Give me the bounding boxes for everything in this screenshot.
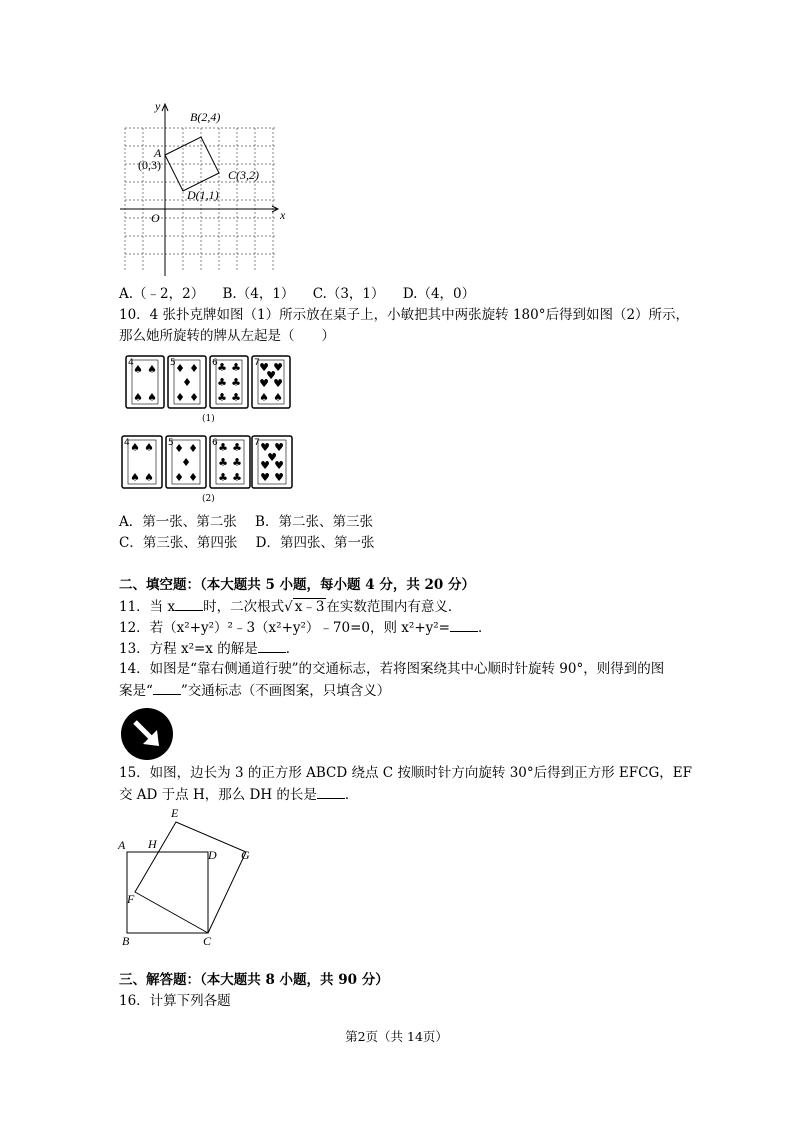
svg-text:♥: ♥: [259, 361, 269, 374]
q13: [119, 638, 299, 659]
fig2-card3-rank: 6: [212, 438, 218, 448]
q9-option-b[interactable]: B.（4，1）: [222, 286, 295, 302]
q11: [119, 596, 461, 617]
q10-options-row2: [119, 533, 388, 553]
keep-right-traffic-sign-icon: [119, 707, 175, 761]
svg-text:♠: ♠: [259, 391, 269, 404]
fig1-card2-rank: 5: [170, 358, 176, 368]
svg-text:♦: ♦: [175, 362, 185, 375]
q14-answer-blank[interactable]: [153, 680, 181, 695]
svg-text:♠: ♠: [144, 441, 154, 454]
q15-end: ．: [344, 787, 359, 803]
q15-line2: [119, 784, 358, 805]
fig1-card3-rank: 6: [212, 358, 218, 368]
svg-text:♥: ♥: [273, 361, 283, 374]
q15-label-d: D: [208, 848, 217, 862]
q13-text: 13．方程 x²=x 的解是: [119, 641, 258, 657]
q10-figure-2: [120, 434, 296, 492]
fig2-card1-rank: 4: [124, 438, 130, 448]
y-axis-label: y: [155, 99, 161, 113]
svg-text:♦: ♦: [188, 471, 198, 484]
x-axis-label: x: [280, 208, 286, 222]
q13-end: ．: [285, 641, 300, 657]
svg-text:♥: ♥: [274, 471, 284, 484]
q15-square-rotation-figure: [116, 803, 266, 949]
q14-line2-before: 案是“: [119, 683, 153, 699]
q10-option-a[interactable]: A．第一张、第二张: [119, 514, 237, 530]
q15-label-h: H: [148, 837, 157, 851]
q11-middle: 时，二次根式: [203, 599, 285, 615]
fig1-card1-rank: 4: [128, 358, 134, 368]
q11-radicand: x﹣3: [294, 599, 325, 615]
q15-label-b: B: [122, 934, 130, 948]
q9-option-d[interactable]: D.（4，0）: [402, 286, 476, 302]
q10-figure-1-label: (1): [202, 414, 215, 424]
q15-line1: 15．如图，边长为 3 的正方形 ABCD 绕点 C 按顺时针方向旋转 30°后得到正方形 EFCG，EF: [119, 765, 692, 781]
svg-text:♦: ♦: [181, 456, 191, 469]
svg-text:♣: ♣: [232, 456, 242, 469]
svg-text:♠: ♠: [130, 471, 140, 484]
point-a-label: A: [154, 146, 162, 160]
svg-text:♣: ♣: [231, 376, 241, 389]
q10-options-row1: [119, 512, 387, 532]
svg-text:♦: ♦: [189, 391, 199, 404]
svg-text:♣: ♣: [231, 361, 241, 374]
q15-label-e: E: [171, 806, 179, 820]
svg-text:♠: ♠: [144, 471, 154, 484]
svg-text:♥: ♥: [273, 377, 283, 390]
svg-text:♥: ♥: [274, 441, 284, 454]
q12-end: ．: [478, 620, 492, 636]
svg-text:♠: ♠: [133, 391, 143, 404]
page-footer: 第2页（共 14页）: [345, 1029, 448, 1044]
q10-option-b[interactable]: B．第二张、第三张: [255, 514, 373, 530]
svg-text:♦: ♦: [182, 376, 192, 389]
svg-text:♠: ♠: [130, 441, 140, 454]
svg-text:♦: ♦: [174, 471, 184, 484]
svg-text:♥: ♥: [260, 441, 270, 454]
q9-option-a[interactable]: A.（﹣2，2）: [119, 286, 205, 302]
q15-line2-text: 交 AD 于点 H，那么 DH 的长是: [119, 787, 317, 803]
q12: [119, 617, 492, 638]
svg-text:♣: ♣: [232, 471, 242, 484]
q10-stem-line2: 那么她所旋转的牌从左起是（ ）: [119, 328, 335, 344]
svg-text:♥: ♥: [259, 377, 269, 390]
q9-options: [119, 284, 489, 304]
svg-text:♥: ♥: [260, 471, 270, 484]
svg-text:♠: ♠: [273, 391, 283, 404]
fig2-card4-rank: 7: [254, 438, 260, 448]
q11-answer-blank[interactable]: [175, 596, 203, 611]
svg-text:♥: ♥: [267, 451, 277, 464]
svg-text:♥: ♥: [260, 459, 270, 472]
q11-radical: √ x﹣3: [284, 599, 325, 615]
q14-line2-after: ”交通标志（不画图案，只填含义）: [180, 683, 391, 699]
q10-option-c[interactable]: C．第三张、第四张: [119, 535, 238, 551]
q10-stem-line1: 10．4 张扑克牌如图（1）所示放在桌子上，小敏把其中两张旋转 180°后得到如图（2）所示，: [119, 307, 690, 323]
q15-answer-blank[interactable]: [317, 784, 345, 799]
q11-before: 11．当 x: [119, 599, 176, 615]
svg-text:♦: ♦: [188, 442, 198, 455]
svg-text:♦: ♦: [175, 391, 185, 404]
svg-text:♣: ♣: [232, 441, 242, 454]
q14-line2: [119, 680, 390, 701]
point-a-coord: (0,3): [138, 158, 161, 172]
q13-answer-blank[interactable]: [258, 638, 286, 653]
q15-label-c: C: [203, 934, 212, 948]
q10-option-d[interactable]: D．第四张、第一张: [255, 535, 375, 551]
q16-text: 16．计算下列各题: [119, 993, 231, 1009]
svg-text:♦: ♦: [189, 362, 199, 375]
svg-text:♣: ♣: [218, 456, 228, 469]
q12-text: 12．若（x²+y²）²﹣3（x²+y²）﹣70=0，则 x²+y²=: [119, 620, 450, 636]
q14-line1: 14．如图是“靠右侧通道行驶”的交通标志，若将图案绕其中心顺时针旋转 90°，则得到的图: [119, 661, 665, 677]
svg-text:♣: ♣: [217, 361, 227, 374]
q9-coordinate-graph: [115, 98, 295, 278]
svg-text:♠: ♠: [147, 391, 157, 404]
point-d-label: D(1,1): [187, 188, 219, 202]
svg-text:♥: ♥: [274, 459, 284, 472]
q11-after: 在实数范围内有意义．: [326, 599, 462, 615]
fig1-card4-rank: 7: [254, 358, 260, 368]
q15-label-a: A: [118, 838, 126, 852]
svg-text:♣: ♣: [231, 391, 241, 404]
q10-figure-2-label: (2): [202, 494, 215, 504]
q15-label-g: G: [241, 848, 250, 862]
point-b-label: B(2,4): [190, 110, 221, 124]
svg-text:♥: ♥: [266, 369, 276, 382]
q9-option-c[interactable]: C.（3，1）: [312, 286, 385, 302]
svg-text:♣: ♣: [217, 391, 227, 404]
q15-label-f: F: [127, 892, 135, 906]
svg-text:♣: ♣: [218, 441, 228, 454]
q12-answer-blank[interactable]: [450, 617, 478, 632]
fig2-card2-rank: 5: [168, 438, 174, 448]
section3-title: 三、解答题：（本大题共 8 小题，共 90 分）: [119, 972, 389, 988]
svg-text:♣: ♣: [218, 471, 228, 484]
svg-text:♠: ♠: [147, 363, 157, 376]
section2-title: 二、填空题：（本大题共 5 小题，每小题 4 分，共 20 分）: [119, 577, 476, 593]
svg-text:♠: ♠: [133, 363, 143, 376]
origin-label: O: [151, 211, 160, 225]
svg-text:♦: ♦: [174, 442, 184, 455]
svg-text:♣: ♣: [217, 376, 227, 389]
q10-figure-1: [124, 354, 296, 412]
point-c-label: C(3,2): [228, 168, 259, 182]
